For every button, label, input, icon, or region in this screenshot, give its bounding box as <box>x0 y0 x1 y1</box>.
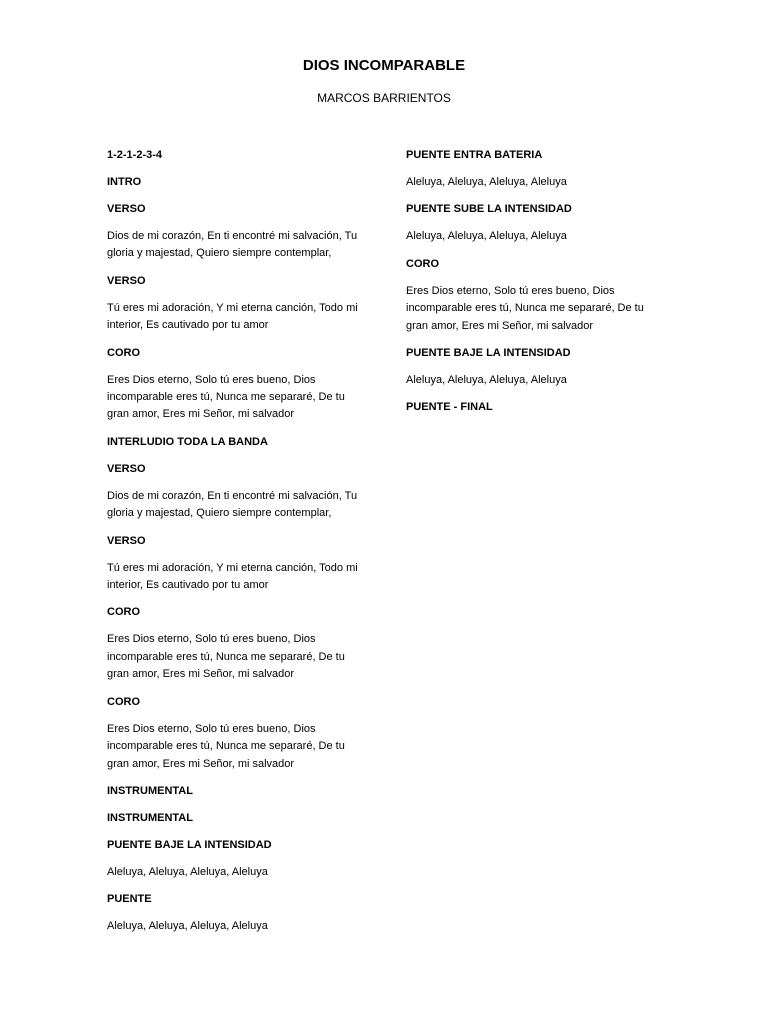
section-heading: INSTRUMENTAL <box>107 811 193 824</box>
section-heading: PUENTE ENTRA BATERIA <box>406 149 543 161</box>
lyrics-paragraph: Eres Dios eterno, Solo tú eres bueno, Dios incomparable eres tú, Nunca me separaré, De tu gran amor, Eres mi Señor, mi salvador <box>107 633 345 681</box>
lyrics-paragraph: Tú eres mi adoración, Y mi eterna canción, Todo mi interior, Es cautivado por tu amor <box>107 301 358 332</box>
section-heading: PUENTE BAJE LA INTENSIDAD <box>107 838 272 851</box>
lyrics-paragraph: Aleluya, Aleluya, Aleluya, Aleluya <box>406 374 567 387</box>
section-heading: CORO <box>107 606 140 619</box>
section-heading: VERSO <box>107 274 146 287</box>
song-author: MARCOS BARRIENTOS <box>317 91 451 105</box>
lyrics-paragraph: Tú eres mi adoración, Y mi eterna canción, Todo mi interior, Es cautivado por tu amor <box>107 561 358 592</box>
left-column <box>107 147 369 946</box>
lyrics-paragraph: Dios de mi corazón, En ti encontré mi salvación, Tu gloria y majestad, Quiero siempre contemplar, <box>107 489 358 520</box>
lyrics-paragraph: Aleluya, Aleluya, Aleluya, Aleluya <box>107 865 268 878</box>
section-heading: INTERLUDIO TODA LA BANDA <box>107 435 268 448</box>
lyrics-paragraph: Eres Dios eterno, Solo tú eres bueno, Dios incomparable eres tú, Nunca me separaré, De tu gran amor, Eres mi Señor, mi salvador <box>107 373 345 421</box>
right-column <box>406 147 668 426</box>
section-heading: CORO <box>406 257 439 270</box>
section-heading: 1-2-1-2-3-4 <box>107 149 163 161</box>
section-heading: PUENTE - FINAL <box>406 401 493 414</box>
lyrics-paragraph: Eres Dios eterno, Solo tú eres bueno, Dios incomparable eres tú, Nunca me separaré, De tu gran amor, Eres mi Señor, mi salvador <box>107 722 345 770</box>
lyrics-paragraph: Aleluya, Aleluya, Aleluya, Aleluya <box>107 920 268 933</box>
section-heading: INTRO <box>107 176 142 188</box>
section-heading: PUENTE SUBE LA INTENSIDAD <box>406 203 572 216</box>
section-heading: INSTRUMENTAL <box>107 784 193 797</box>
section-heading: PUENTE BAJE LA INTENSIDAD <box>406 347 571 360</box>
lyrics-paragraph: Aleluya, Aleluya, Aleluya, Aleluya <box>406 230 567 243</box>
lyrics-paragraph: Aleluya, Aleluya, Aleluya, Aleluya <box>406 176 567 188</box>
lyrics-paragraph: Dios de mi corazón, En ti encontré mi salvación, Tu gloria y majestad, Quiero siempre contemplar, <box>107 230 358 260</box>
section-heading: CORO <box>107 346 140 359</box>
section-heading: VERSO <box>107 534 146 547</box>
section-heading: VERSO <box>107 203 146 215</box>
section-heading: VERSO <box>107 462 146 475</box>
song-title: DIOS INCOMPARABLE <box>302 57 466 74</box>
section-heading: PUENTE <box>107 893 152 906</box>
section-heading: CORO <box>107 695 140 708</box>
lyrics-paragraph: Eres Dios eterno, Solo tú eres bueno, Dios incomparable eres tú, Nunca me separaré, De tu gran amor, Eres mi Señor, mi salvador <box>406 284 644 332</box>
